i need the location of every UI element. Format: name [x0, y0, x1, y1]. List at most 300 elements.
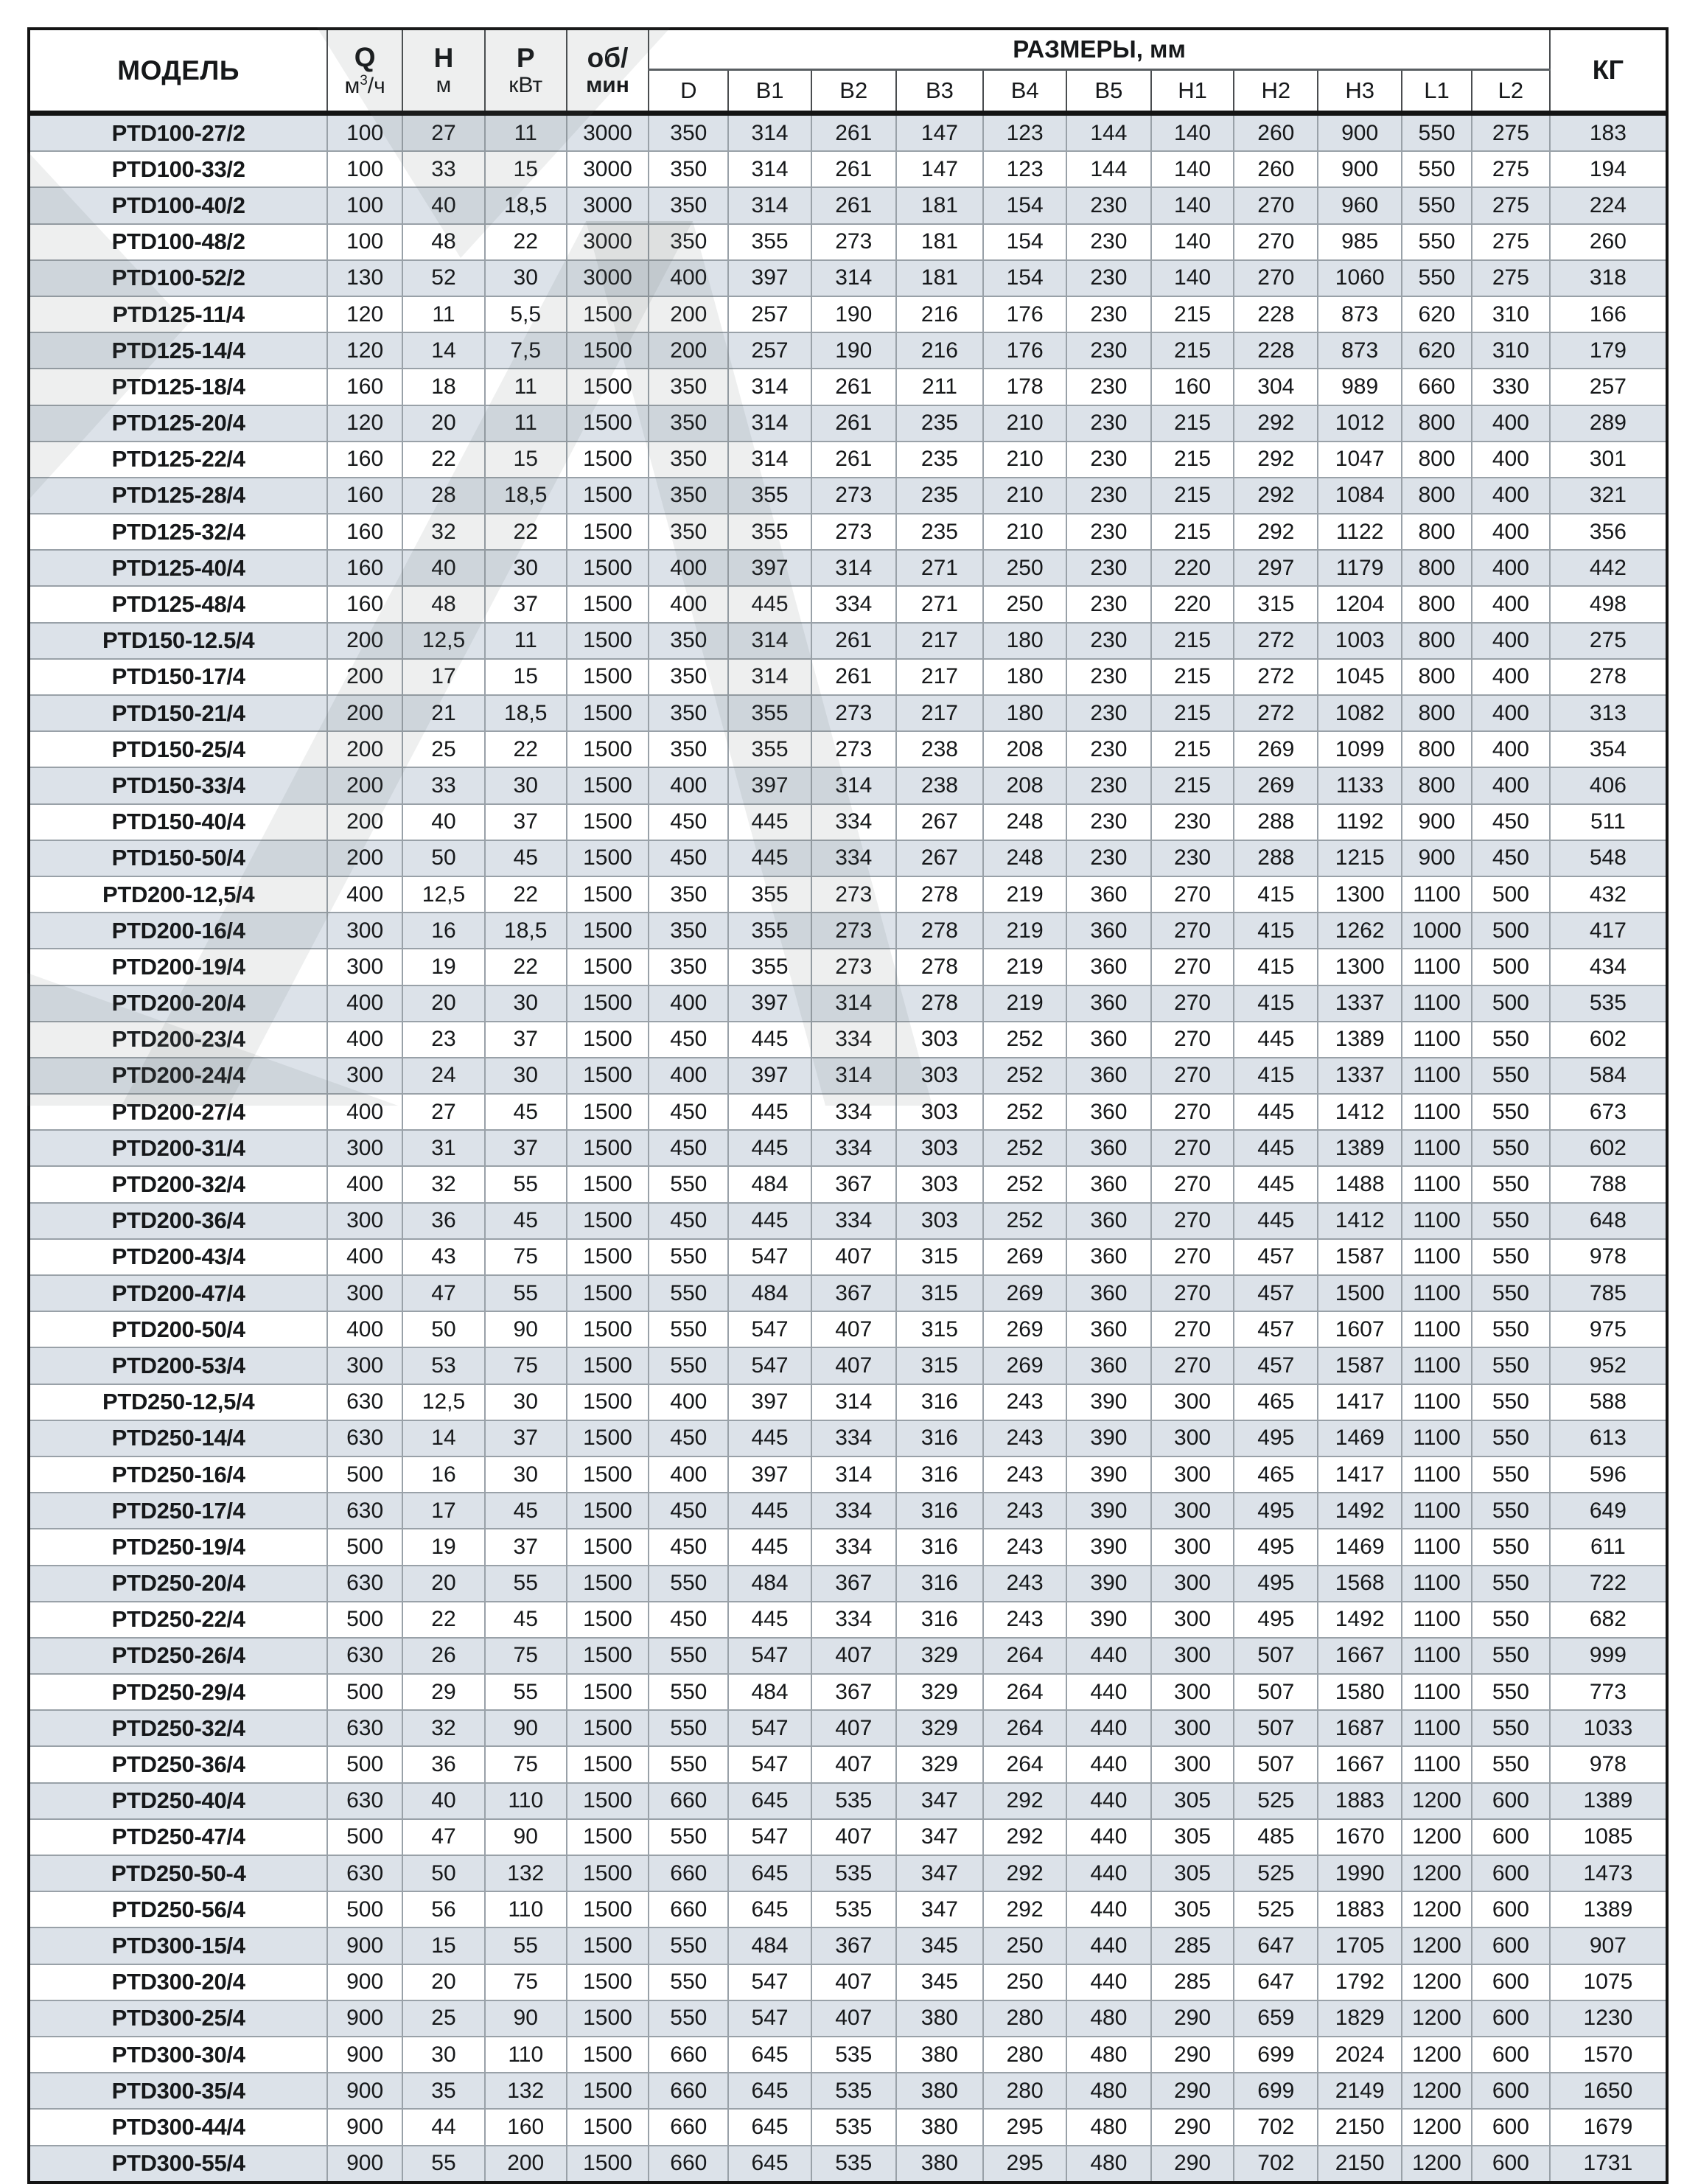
cell-value: 550 — [1402, 114, 1472, 152]
cell-value: 1500 — [567, 1566, 649, 1602]
cell-value: 329 — [896, 1710, 984, 1746]
cell-value: 1100 — [1402, 1384, 1472, 1420]
cell-model: PTD150-25/4 — [29, 731, 327, 767]
cell-value: 20 — [402, 985, 485, 1022]
cell-value: 269 — [1234, 767, 1318, 803]
table-row — [29, 1456, 1667, 1493]
cell-value: 355 — [728, 731, 811, 767]
cell-value: 261 — [811, 151, 896, 187]
cell-value: 314 — [811, 1058, 896, 1094]
cell-value: 147 — [896, 114, 984, 152]
table-row — [29, 1638, 1667, 1674]
cell-model: PTD100-48/2 — [29, 224, 327, 260]
cell-value: 500 — [1472, 876, 1550, 913]
cell-value: 400 — [327, 985, 402, 1022]
cell-value: 1500 — [567, 369, 649, 405]
cell-value: 480 — [1066, 2000, 1151, 2037]
cell-value: 400 — [1472, 659, 1550, 695]
cell-value: 1060 — [1318, 260, 1402, 296]
cell-value: 154 — [983, 260, 1066, 296]
cell-value: 243 — [983, 1384, 1066, 1420]
cell-value: 100 — [327, 114, 402, 152]
cell-value: 1389 — [1318, 1022, 1402, 1058]
cell-value: 270 — [1151, 1203, 1234, 1239]
cell-value: 292 — [983, 1855, 1066, 1891]
cell-value: 21 — [402, 695, 485, 731]
cell-value: 300 — [327, 1203, 402, 1239]
cell-value: 261 — [811, 442, 896, 478]
table-row — [29, 913, 1667, 949]
cell-value: 55 — [485, 1166, 567, 1202]
cell-value: 270 — [1151, 949, 1234, 985]
cell-value: 180 — [983, 695, 1066, 731]
cell-model: PTD150-12.5/4 — [29, 623, 327, 659]
cell-value: 1300 — [1318, 949, 1402, 985]
cell-value: 960 — [1318, 187, 1402, 223]
cell-value: 235 — [896, 478, 984, 514]
cell-value: 1500 — [567, 1239, 649, 1275]
table-row — [29, 260, 1667, 296]
cell-model: PTD200-31/4 — [29, 1130, 327, 1166]
cell-value: 200 — [327, 804, 402, 840]
cell-value: 37 — [485, 1529, 567, 1565]
cell-value: 1731 — [1550, 2146, 1667, 2183]
cell-value: 400 — [327, 1094, 402, 1130]
cell-value: 584 — [1550, 1058, 1667, 1094]
table-row — [29, 1529, 1667, 1565]
cell-model: PTD200-47/4 — [29, 1275, 327, 1311]
cell-value: 40 — [402, 804, 485, 840]
cell-value: 550 — [1472, 1311, 1550, 1347]
cell-model: PTD250-12,5/4 — [29, 1384, 327, 1420]
cell-value: 484 — [728, 1927, 811, 1964]
cell-value: 397 — [728, 985, 811, 1022]
cell-value: 334 — [811, 1022, 896, 1058]
cell-value: 507 — [1234, 1674, 1318, 1710]
cell-value: 334 — [811, 1529, 896, 1565]
cell-value: 390 — [1066, 1493, 1151, 1529]
cell-value: 314 — [811, 260, 896, 296]
cell-value: 440 — [1066, 1927, 1151, 1964]
cell-value: 123 — [983, 114, 1066, 152]
cell-value: 600 — [1472, 2146, 1550, 2183]
cell-value: 355 — [728, 695, 811, 731]
cell-value: 15 — [485, 151, 567, 187]
table-row — [29, 2109, 1667, 2145]
cell-value: 550 — [1402, 224, 1472, 260]
cell-value: 316 — [896, 1384, 984, 1420]
cell-value: 132 — [485, 2073, 567, 2109]
cell-value: 1200 — [1402, 2146, 1472, 2183]
cell-value: 314 — [728, 114, 811, 152]
cell-value: 1500 — [567, 405, 649, 442]
cell-value: 19 — [402, 949, 485, 985]
cell-value: 360 — [1066, 949, 1151, 985]
cell-value: 350 — [649, 405, 728, 442]
cell-model: PTD200-19/4 — [29, 949, 327, 985]
table-row — [29, 1130, 1667, 1166]
cell-value: 270 — [1151, 1311, 1234, 1347]
cell-value: 1100 — [1402, 1094, 1472, 1130]
cell-value: 260 — [1234, 151, 1318, 187]
table-row — [29, 840, 1667, 876]
cell-value: 350 — [649, 876, 728, 913]
cell-value: 292 — [1234, 405, 1318, 442]
cell-model: PTD250-17/4 — [29, 1493, 327, 1529]
cell-value: 1500 — [567, 1094, 649, 1130]
cell-value: 300 — [1151, 1456, 1234, 1493]
cell-model: PTD200-23/4 — [29, 1022, 327, 1058]
cell-value: 407 — [811, 1819, 896, 1855]
cell-value: 400 — [649, 985, 728, 1022]
cell-value: 292 — [1234, 442, 1318, 478]
cell-value: 1389 — [1318, 1130, 1402, 1166]
cell-value: 400 — [649, 1456, 728, 1493]
cell-value: 215 — [1151, 767, 1234, 803]
cell-value: 630 — [327, 1638, 402, 1674]
cell-value: 507 — [1234, 1638, 1318, 1674]
cell-value: 907 — [1550, 1927, 1667, 1964]
cell-value: 272 — [1234, 623, 1318, 659]
cell-value: 1469 — [1318, 1420, 1402, 1456]
cell-value: 303 — [896, 1130, 984, 1166]
cell-value: 1192 — [1318, 804, 1402, 840]
cell-value: 36 — [402, 1203, 485, 1239]
cell-value: 1500 — [567, 767, 649, 803]
cell-value: 290 — [1151, 2000, 1234, 2037]
cell-value: 611 — [1550, 1529, 1667, 1565]
cell-value: 507 — [1234, 1710, 1318, 1746]
cell-value: 32 — [402, 1710, 485, 1746]
cell-value: 15 — [402, 1927, 485, 1964]
cell-value: 20 — [402, 1566, 485, 1602]
cell-value: 800 — [1402, 586, 1472, 622]
cell-value: 275 — [1472, 114, 1550, 152]
cell-value: 248 — [983, 804, 1066, 840]
cell-value: 450 — [649, 1529, 728, 1565]
cell-value: 215 — [1151, 659, 1234, 695]
cell-value: 303 — [896, 1094, 984, 1130]
cell-value: 442 — [1550, 550, 1667, 586]
cell-value: 900 — [1402, 804, 1472, 840]
cell-value: 1568 — [1318, 1566, 1402, 1602]
cell-value: 355 — [728, 949, 811, 985]
cell-value: 2024 — [1318, 2037, 1402, 2073]
cell-model: PTD200-20/4 — [29, 985, 327, 1022]
table-row — [29, 1094, 1667, 1130]
cell-value: 535 — [811, 1891, 896, 1927]
cell-value: 480 — [1066, 2073, 1151, 2109]
cell-value: 273 — [811, 695, 896, 731]
cell-value: 400 — [327, 1166, 402, 1202]
cell-value: 252 — [983, 1166, 1066, 1202]
cell-value: 355 — [728, 876, 811, 913]
cell-value: 261 — [811, 369, 896, 405]
cell-value: 400 — [649, 550, 728, 586]
cell-value: 999 — [1550, 1638, 1667, 1674]
cell-value: 547 — [728, 2000, 811, 2037]
cell-value: 600 — [1472, 1927, 1550, 1964]
cell-value: 1500 — [567, 695, 649, 731]
cell-value: 43 — [402, 1239, 485, 1275]
table-row — [29, 1058, 1667, 1094]
cell-value: 347 — [896, 1891, 984, 1927]
cell-value: 1500 — [567, 1746, 649, 1782]
cell-value: 367 — [811, 1927, 896, 1964]
cell-value: 270 — [1151, 1058, 1234, 1094]
cell-value: 315 — [896, 1239, 984, 1275]
cell-value: 547 — [728, 1239, 811, 1275]
cell-value: 3000 — [567, 187, 649, 223]
cell-value: 1500 — [567, 1130, 649, 1166]
cell-value: 1500 — [567, 1964, 649, 2000]
cell-value: 154 — [983, 187, 1066, 223]
cell-value: 314 — [728, 659, 811, 695]
cell-value: 900 — [327, 2000, 402, 2037]
cell-value: 35 — [402, 2073, 485, 2109]
cell-model: PTD150-40/4 — [29, 804, 327, 840]
table-row — [29, 1493, 1667, 1529]
cell-value: 1829 — [1318, 2000, 1402, 2037]
table-row — [29, 296, 1667, 332]
cell-value: 250 — [983, 586, 1066, 622]
cell-value: 334 — [811, 840, 896, 876]
cell-value: 180 — [983, 659, 1066, 695]
table-row — [29, 1964, 1667, 2000]
cell-value: 450 — [649, 1420, 728, 1456]
cell-value: 181 — [896, 187, 984, 223]
cell-value: 160 — [327, 442, 402, 478]
cell-value: 1200 — [1402, 1819, 1472, 1855]
header-dim-L1: L1 — [1402, 70, 1472, 114]
cell-value: 110 — [485, 1783, 567, 1819]
cell-value: 800 — [1402, 695, 1472, 731]
cell-value: 1412 — [1318, 1203, 1402, 1239]
cell-model: PTD250-29/4 — [29, 1674, 327, 1710]
cell-value: 1200 — [1402, 1855, 1472, 1891]
cell-value: 445 — [1234, 1166, 1318, 1202]
cell-value: 243 — [983, 1566, 1066, 1602]
header-dim-B4: B4 — [983, 70, 1066, 114]
cell-value: 400 — [1472, 767, 1550, 803]
cell-model: PTD250-19/4 — [29, 1529, 327, 1565]
cell-value: 30 — [485, 260, 567, 296]
cell-value: 1047 — [1318, 442, 1402, 478]
cell-value: 390 — [1066, 1420, 1151, 1456]
cell-value: 45 — [485, 1602, 567, 1638]
cell-value: 380 — [896, 2109, 984, 2145]
cell-value: 316 — [896, 1493, 984, 1529]
cell-value: 495 — [1234, 1493, 1318, 1529]
cell-value: 176 — [983, 332, 1066, 369]
cell-value: 1200 — [1402, 1783, 1472, 1819]
cell-value: 1492 — [1318, 1493, 1402, 1529]
cell-value: 285 — [1151, 1964, 1234, 2000]
cell-model: PTD100-40/2 — [29, 187, 327, 223]
cell-value: 261 — [811, 405, 896, 442]
table-row — [29, 1166, 1667, 1202]
cell-value: 314 — [728, 369, 811, 405]
cell-value: 2150 — [1318, 2146, 1402, 2183]
cell-value: 900 — [1402, 840, 1472, 876]
cell-value: 450 — [649, 804, 728, 840]
cell-value: 1133 — [1318, 767, 1402, 803]
cell-value: 11 — [485, 623, 567, 659]
cell-value: 230 — [1066, 224, 1151, 260]
cell-value: 273 — [811, 731, 896, 767]
cell-value: 702 — [1234, 2109, 1318, 2145]
cell-value: 300 — [1151, 1493, 1234, 1529]
cell-value: 1500 — [567, 332, 649, 369]
header-dim-B2: B2 — [811, 70, 896, 114]
cell-value: 230 — [1066, 260, 1151, 296]
cell-value: 1100 — [1402, 1239, 1472, 1275]
cell-value: 397 — [728, 1384, 811, 1420]
cell-value: 400 — [327, 876, 402, 913]
cell-value: 313 — [1550, 695, 1667, 731]
header-flow-unit: $м^3/ч$ — [344, 72, 385, 98]
cell-value: 300 — [327, 913, 402, 949]
cell-value: 315 — [896, 1311, 984, 1347]
cell-value: 334 — [811, 804, 896, 840]
cell-value: 630 — [327, 1384, 402, 1420]
cell-value: 228 — [1234, 296, 1318, 332]
cell-model: PTD150-50/4 — [29, 840, 327, 876]
header-dim-B3: B3 — [896, 70, 984, 114]
cell-value: 18,5 — [485, 478, 567, 514]
cell-value: 1100 — [1402, 1022, 1472, 1058]
cell-value: 400 — [327, 1239, 402, 1275]
cell-value: 440 — [1066, 1710, 1151, 1746]
cell-value: 600 — [1472, 2073, 1550, 2109]
cell-value: 200 — [649, 296, 728, 332]
cell-value: 1792 — [1318, 1964, 1402, 2000]
cell-value: 647 — [1234, 1964, 1318, 2000]
cell-value: 300 — [1151, 1638, 1234, 1674]
cell-value: 400 — [649, 1384, 728, 1420]
cell-value: 37 — [485, 1022, 567, 1058]
cell-value: 215 — [1151, 442, 1234, 478]
cell-value: 289 — [1550, 405, 1667, 442]
cell-value: 440 — [1066, 1855, 1151, 1891]
cell-value: 1670 — [1318, 1819, 1402, 1855]
cell-value: 56 — [402, 1891, 485, 1927]
cell-value: 600 — [1472, 1783, 1550, 1819]
cell-value: 360 — [1066, 876, 1151, 913]
cell-value: 230 — [1066, 840, 1151, 876]
cell-value: 400 — [327, 1022, 402, 1058]
cell-value: 243 — [983, 1420, 1066, 1456]
cell-value: 270 — [1151, 1022, 1234, 1058]
cell-value: 303 — [896, 1058, 984, 1094]
cell-value: 20 — [402, 1964, 485, 2000]
cell-value: 200 — [327, 659, 402, 695]
table-row — [29, 804, 1667, 840]
cell-value: 300 — [1151, 1602, 1234, 1638]
cell-value: 525 — [1234, 1783, 1318, 1819]
cell-value: 1705 — [1318, 1927, 1402, 1964]
cell-value: 90 — [485, 1819, 567, 1855]
cell-value: 270 — [1151, 1239, 1234, 1275]
table-row — [29, 1311, 1667, 1347]
cell-value: 224 — [1550, 187, 1667, 223]
cell-value: 630 — [327, 1566, 402, 1602]
cell-value: 1500 — [567, 913, 649, 949]
cell-model: PTD200-24/4 — [29, 1058, 327, 1094]
cell-value: 11 — [402, 296, 485, 332]
cell-model: PTD250-20/4 — [29, 1566, 327, 1602]
table-row — [29, 1674, 1667, 1710]
cell-value: 450 — [649, 1022, 728, 1058]
cell-value: 1500 — [567, 731, 649, 767]
cell-value: 900 — [327, 2109, 402, 2145]
cell-value: 350 — [649, 623, 728, 659]
cell-value: 600 — [1472, 2037, 1550, 2073]
header-power-symbol: Р — [516, 42, 535, 73]
cell-value: 1389 — [1550, 1891, 1667, 1927]
cell-value: 90 — [485, 1710, 567, 1746]
cell-value: 649 — [1550, 1493, 1667, 1529]
cell-value: 50 — [402, 1855, 485, 1891]
cell-value: 300 — [1151, 1566, 1234, 1602]
cell-value: 500 — [1472, 949, 1550, 985]
cell-value: 535 — [811, 2109, 896, 2145]
cell-value: 722 — [1550, 1566, 1667, 1602]
cell-value: 47 — [402, 1819, 485, 1855]
table-row — [29, 224, 1667, 260]
cell-model: PTD250-22/4 — [29, 1602, 327, 1638]
cell-value: 15 — [485, 442, 567, 478]
cell-value: 360 — [1066, 1203, 1151, 1239]
cell-value: 525 — [1234, 1891, 1318, 1927]
cell-value: 130 — [327, 260, 402, 296]
cell-value: 975 — [1550, 1311, 1667, 1347]
cell-value: 550 — [1402, 260, 1472, 296]
cell-value: 699 — [1234, 2037, 1318, 2073]
cell-value: 120 — [327, 296, 402, 332]
table-row — [29, 151, 1667, 187]
cell-value: 547 — [728, 1638, 811, 1674]
cell-value: 14 — [402, 1420, 485, 1456]
cell-value: 1650 — [1550, 2073, 1667, 2109]
cell-value: 1082 — [1318, 695, 1402, 731]
cell-value: 273 — [811, 913, 896, 949]
cell-value: 550 — [1472, 1275, 1550, 1311]
cell-value: 660 — [649, 1783, 728, 1819]
cell-value: 257 — [728, 332, 811, 369]
cell-value: 5,5 — [485, 296, 567, 332]
cell-value: 647 — [1234, 1927, 1318, 1964]
cell-value: 1469 — [1318, 1529, 1402, 1565]
cell-model: PTD125-22/4 — [29, 442, 327, 478]
table-row — [29, 767, 1667, 803]
cell-value: 415 — [1234, 913, 1318, 949]
cell-value: 1100 — [1402, 1456, 1472, 1493]
cell-model: PTD125-14/4 — [29, 332, 327, 369]
cell-value: 699 — [1234, 2073, 1318, 2109]
cell-value: 1500 — [567, 659, 649, 695]
cell-value: 27 — [402, 114, 485, 152]
table-row — [29, 442, 1667, 478]
cell-value: 360 — [1066, 1130, 1151, 1166]
cell-value: 260 — [1550, 224, 1667, 260]
cell-value: 400 — [1472, 695, 1550, 731]
cell-value: 270 — [1151, 913, 1234, 949]
cell-value: 24 — [402, 1058, 485, 1094]
cell-value: 217 — [896, 695, 984, 731]
cell-value: 140 — [1151, 187, 1234, 223]
cell-value: 367 — [811, 1166, 896, 1202]
